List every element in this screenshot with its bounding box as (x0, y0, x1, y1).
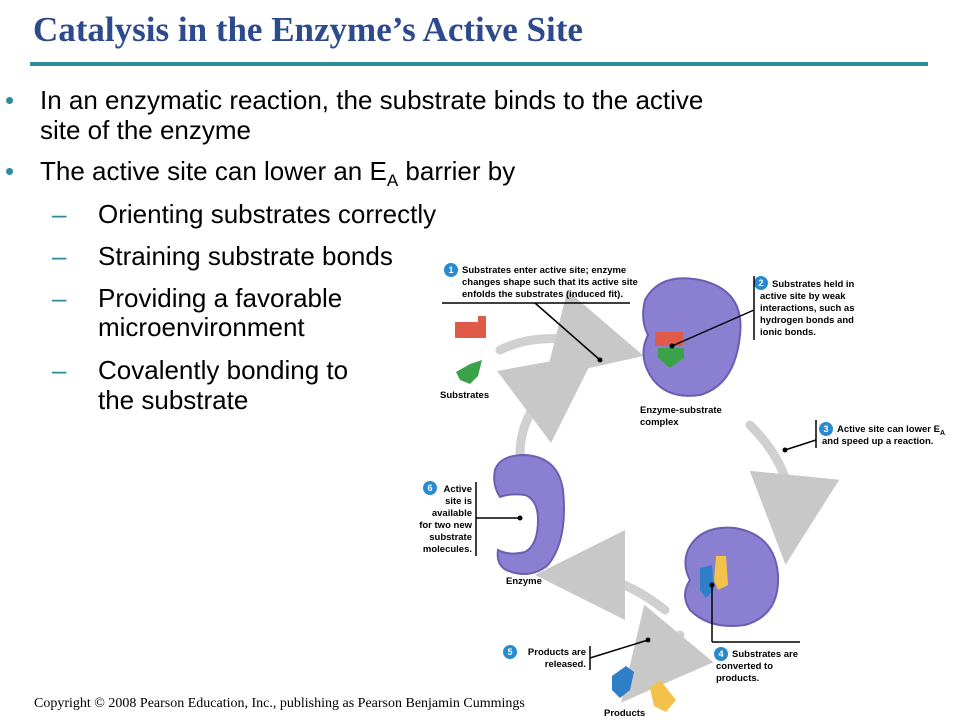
step-4-number: 4 (718, 649, 724, 659)
yellow-product (650, 680, 676, 712)
step-6-line-3: available (431, 508, 472, 519)
arrow-product-release (650, 635, 680, 668)
bullet-1-line-2: site of the enzyme (40, 115, 251, 145)
bullet-1-line-1: In an enzymatic reaction, the substrate binds to the active (40, 85, 704, 115)
bullet-2-text-end: barrier by (398, 156, 516, 186)
step-6-line-5: substrate (429, 532, 472, 543)
sub-bullet-4-line-2: the substrate (98, 385, 249, 415)
bullet-2-subscript: A (386, 171, 399, 190)
step-2-line-4: hydrogen bonds and (760, 315, 854, 326)
step-2-line-5: ionic bonds. (760, 327, 816, 338)
sub-bullet-4-line-1: Covalently bonding to (98, 355, 349, 385)
arrow-substrates-to-complex (500, 339, 600, 350)
products-label: Products (604, 708, 646, 719)
red-substrate-bound (655, 332, 683, 346)
step-2-line-1: Substrates held in (772, 279, 855, 290)
step-2-line-3: interactions, such as (760, 303, 855, 314)
step-2-number: 2 (758, 278, 764, 288)
arrow-complex-to-products (750, 425, 791, 520)
step-3-subscript: A (939, 430, 946, 437)
step-6-number: 6 (427, 483, 433, 493)
step-5-line-2: released. (544, 659, 586, 670)
step-3-number: 3 (823, 424, 829, 434)
step-3-leader-dot (783, 448, 788, 453)
step-1-line-2: changes shape such that its active site (462, 277, 638, 288)
released-products (612, 666, 676, 712)
green-substrate (456, 360, 482, 384)
step-1-number: 1 (448, 265, 454, 275)
step-4-line-1: Substrates are (732, 649, 799, 660)
free-substrates (455, 316, 486, 384)
step-3-line-2: and speed up a reaction. (822, 436, 934, 447)
slide-title: Catalysis in the Enzyme’s Active Site (33, 10, 583, 49)
substrates-label: Substrates (440, 390, 490, 401)
yellow-product-bound (714, 556, 728, 590)
enzyme-with-products (685, 528, 778, 626)
step-4-leader-dot (710, 583, 715, 588)
bullet-marker: • (5, 156, 15, 186)
step-2-leader-dot (670, 344, 675, 349)
complex-label-line-2: complex (640, 417, 679, 428)
dash-marker: – (52, 241, 67, 271)
step-1-leader (535, 303, 600, 360)
step-5-line-1: Products are (527, 647, 586, 658)
enzyme-shape-bottom (685, 528, 778, 626)
step-5-leader-dot (646, 638, 651, 643)
sub-bullet-1: Orienting substrates correctly (98, 199, 437, 229)
dash-marker: – (52, 355, 67, 385)
arrow-products-to-enzyme (580, 575, 665, 610)
step-1-line-1: Substrates enter active site; enzyme (462, 265, 627, 276)
step-1-callout (442, 263, 638, 363)
step-4-line-3: products. (716, 673, 760, 684)
step-6-line-4: for two new (419, 520, 472, 531)
arrow-enzyme-to-substrates (520, 380, 560, 455)
bullet-2-text: The active site can lower an E (40, 156, 387, 186)
blue-product (612, 666, 634, 698)
step-1-line-3: enfolds the substrates (induced fit). (462, 289, 623, 300)
bullet-marker: • (5, 85, 15, 115)
step-5-number: 5 (507, 647, 513, 657)
step-6-line-6: molecules. (422, 544, 472, 555)
step-1-leader-dot (598, 358, 603, 363)
step-3-leader (785, 440, 816, 450)
step-6-line-2: site is (445, 496, 472, 507)
copyright-footer: Copyright © 2008 Pearson Education, Inc., publishing as Pearson Benjamin Cummings (34, 696, 525, 711)
sub-bullet-2: Straining substrate bonds (98, 241, 393, 271)
dash-marker: – (52, 199, 67, 229)
dash-marker: – (52, 283, 67, 313)
step-6-line-1: Active (443, 484, 472, 495)
step-3-line-1-text: Active site can lower E (837, 424, 940, 435)
step-5-leader (590, 640, 648, 658)
sub-bullet-3-line-2: microenvironment (98, 312, 305, 342)
enzyme-shape-left (494, 455, 564, 574)
enzyme-free (494, 455, 564, 574)
step-5-callout (503, 638, 651, 671)
sub-bullet-3-line-1: Providing a favorable (98, 283, 343, 313)
step-4-line-2: converted to (716, 661, 774, 672)
complex-label-line-1: Enzyme-substrate (640, 405, 722, 416)
step-2-line-2: active site by weak (760, 291, 846, 302)
red-substrate (455, 316, 486, 338)
step-6-leader-dot (518, 516, 523, 521)
enzyme-label: Enzyme (506, 576, 542, 587)
step-3-callout (783, 420, 946, 453)
